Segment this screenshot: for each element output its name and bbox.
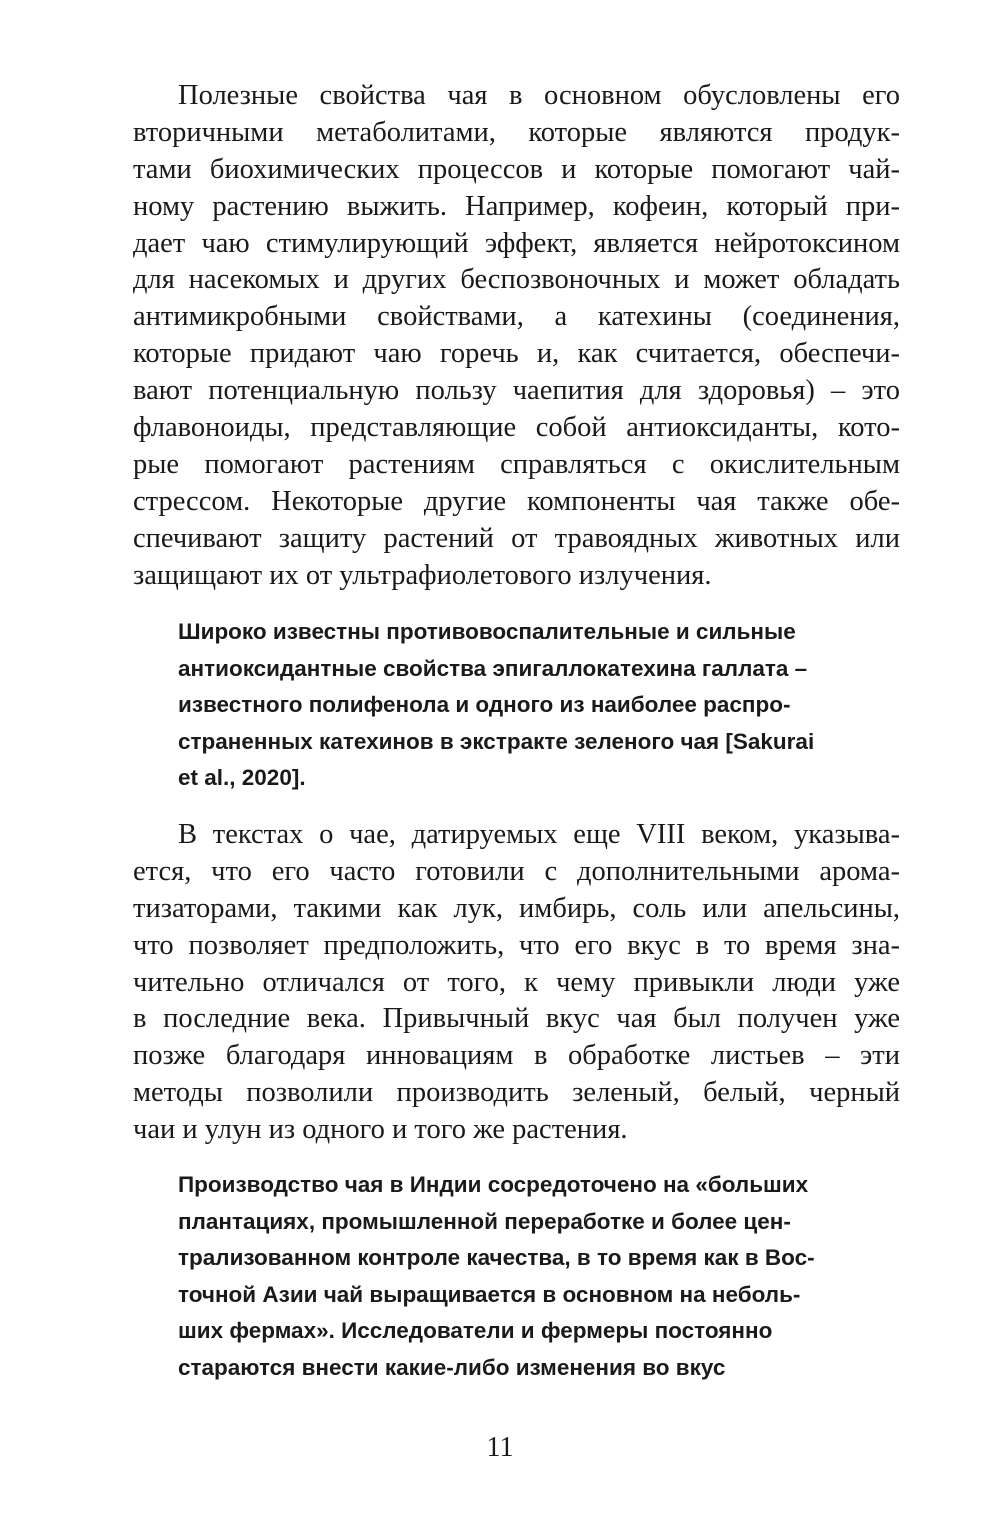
text-line: спечивают защиту растений от травоядных животных или (133, 522, 900, 554)
page-number: 11 (486, 1432, 514, 1463)
text-line: чаи и улун из одного и того же растения. (133, 1114, 628, 1146)
text-line: защищают их от ультрафиолетового излучения. (133, 559, 712, 591)
text-line: рые помогают растениям справляться с окислительным (133, 448, 900, 480)
callout-line: страненных катехинов в экстракте зеленого чая [Sakurai (178, 728, 815, 754)
text-line: В текстах о чае, датируемых еще VIII веком, указыва- (178, 819, 900, 850)
callout-2 (178, 1167, 888, 1386)
text-line: флавоноиды, представляющие собой антиоксиданты, кото- (133, 412, 900, 444)
callout-line: ших фермах». Исследователи и фермеры постоянно (178, 1318, 773, 1343)
text-line: ется, что его часто готовили с дополнительными арома- (133, 855, 900, 887)
callout-line: Производство чая в Индии сосредоточено на «больших (178, 1172, 809, 1197)
text-line: дает чаю стимулирующий эффект, является нейротоксином (133, 227, 900, 259)
callout-line: et al., 2020]. (178, 765, 306, 790)
text-line: вторичными метаболитами, которые являются продук- (133, 116, 900, 148)
text-line: антимикробными свойствами, а катехины (соединения, (133, 301, 900, 333)
callout-line: Широко известны противовоспалительные и сильные (178, 619, 796, 644)
paragraph-1 (133, 78, 900, 594)
text-line: Полезные свойства чая в основном обусловлены его (178, 80, 900, 111)
callout-line: плантациях, промышленной переработке и более цен- (178, 1208, 791, 1234)
callout-line: известного полифенола и одного из наиболее распро- (178, 692, 791, 717)
text-line: позже благодаря инновациям в обработке листьев – эти (133, 1040, 900, 1072)
text-line: для насекомых и других беспозвоночных и может обладать (133, 264, 900, 296)
paragraph-2 (133, 817, 900, 1149)
text-line: ному растению выжить. Например, кофеин, который при- (133, 190, 900, 222)
text-line: стрессом. Некоторые другие компоненты чая также обе- (133, 485, 900, 517)
callout-line: точной Азии чай выращивается в основном на неболь- (178, 1281, 801, 1307)
text-line: тами биохимических процессов и которые помогают чай- (133, 153, 900, 185)
callout-1 (178, 614, 888, 797)
text-line: которые придают чаю горечь и, как считается, обеспечи- (133, 338, 900, 370)
text-line: вают потенциальную пользу чаепития для здоровья) – это (133, 375, 900, 407)
text-line: методы позволили производить зеленый, белый, черный (133, 1077, 900, 1109)
text-line: тизаторами, такими как лук, имбирь, соль или апельсины, (133, 892, 900, 924)
callout-line: антиоксидантные свойства эпигаллокатехина галлата – (178, 655, 808, 681)
callout-line: стараются внести какие-либо изменения во вкус (178, 1354, 726, 1380)
text-line: чительно отличался от того, к чему привыкли люди уже (133, 966, 900, 998)
text-line: что позволяет предположить, что его вкус в то время зна- (133, 929, 900, 961)
text-line: в последние века. Привычный вкус чая был получен уже (133, 1003, 900, 1035)
callout-line: трализованном контроле качества, в то время как в Вос- (178, 1245, 815, 1270)
